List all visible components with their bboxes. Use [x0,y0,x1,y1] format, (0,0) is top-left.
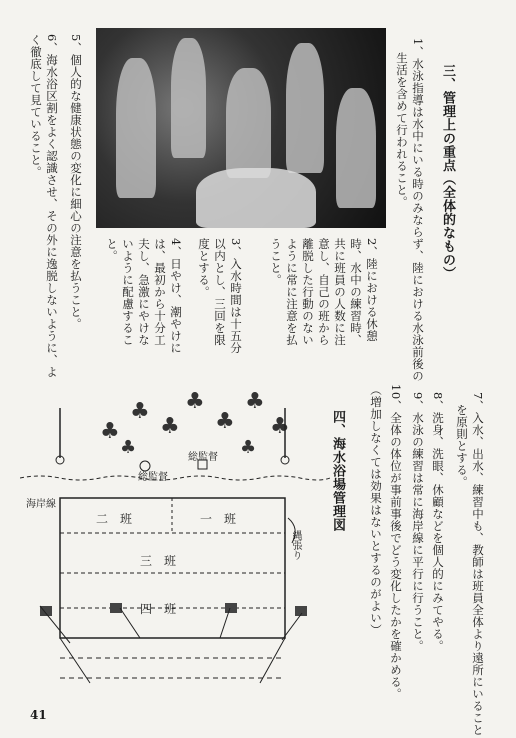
item6-line1: 6、海水浴区割をよく認識させ、その外に逸脱しないように、よ [45,34,59,378]
team-1-label: 一 班 [200,512,237,526]
team-2-label: 二 班 [96,512,133,526]
item3-line3: 度とする。 [197,238,211,298]
rope-label: 縄張り [290,530,301,560]
item9: 9、水泳の練習は常に海岸線に平行に行うこと。 [411,392,425,652]
svg-text:♣: ♣ [215,409,235,434]
item2-line2: 時、水中の練習時、 [349,238,363,346]
item2-line5: 離脱した行動のない [301,238,315,346]
team-4-label: 四 班 [140,602,177,616]
item10-line2: （増加しなくては効果はないとするのがよい） [369,384,383,636]
svg-text:♣: ♣ [100,419,120,444]
item4-line5: と。 [105,238,119,262]
section3-heading: 三、管理上の重点（全体的なもの） [440,64,455,280]
item4-line1: 4、日やけ、潮やけに [169,238,183,354]
item3-line1: 3、入水時間は十五分 [229,238,243,354]
item10-line1: 10、全体の体位が事前事後でどう変化したかを確かめる。 [389,384,403,700]
item4-line2: は、最初から十分工 [153,238,167,346]
supervisor-label-right: 総監督 [188,452,218,463]
item2-line6: ように常に注意を払 [285,238,299,346]
item1-line1: 1、水泳指導は水中にいる時のみならず、陸における水泳前後の [411,38,425,382]
svg-text:♣: ♣ [160,414,180,439]
item5: 5、個人的な健康状態の変化に細心の注意を払うこと。 [69,34,83,330]
item1-line2: 生活を含めて行われること。 [395,52,409,208]
beach-management-diagram [20,378,330,688]
item7-line2: を原則とする。 [455,404,469,488]
item4-line4: いように配慮するこ [121,238,135,346]
item2-line4: 意し、自己の班から [317,238,331,346]
team-3-label: 三 班 [140,554,177,568]
item2-line3: 共に班員の人数に注 [333,238,347,346]
section4-heading: 四、海水浴場管理図 [330,410,345,532]
svg-text:♣: ♣ [120,437,137,458]
svg-text:♣: ♣ [130,399,150,424]
svg-text:♣: ♣ [240,437,257,458]
item4-line3: 夫し、急激にやけな [137,238,151,346]
item8: 8、洗身、洗眼、休顧などを個人的にみてやる。 [431,392,445,652]
svg-text:♣: ♣ [270,414,290,439]
page-number: 41 [30,708,47,722]
supervisor-label-left: 総監督 [138,472,168,483]
item2-line1: 2、陸における休憩 [365,238,379,342]
item6-line2: く徹底して見ていること。 [29,34,43,178]
svg-text:♣: ♣ [245,389,265,414]
shoreline-label: 海岸線 [26,499,56,510]
svg-text:♣: ♣ [185,389,205,414]
item7-line1: 7、入水、出水、練習中も、教師は班員全体より遠所にいること [471,392,485,736]
photo-children-swimming [96,28,386,228]
item2-line7: うこと。 [269,238,283,286]
item3-line2: 以内とし、三回を限 [213,238,227,346]
